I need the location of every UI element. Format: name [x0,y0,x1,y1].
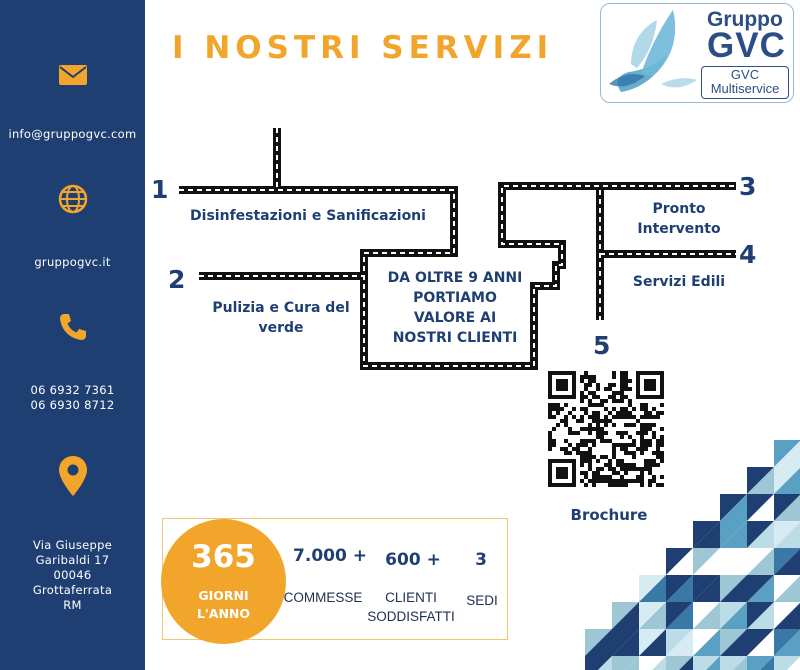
address-line-5: RM [63,598,82,612]
service-label-1 [182,206,434,226]
website-text[interactable]: gruppogvc.it [34,255,111,269]
logo-sub-2: Multiservice [710,81,780,96]
service-number-3: 3 [739,172,757,201]
phone-number-1[interactable]: 06 6932 7361 [30,383,115,397]
service-label-4-line-1: Servizi Edili [632,274,726,290]
service-number-1: 1 [151,175,169,204]
days-label [161,587,286,623]
stat-label-sedi [461,591,503,610]
logo-sub-1: GVC [730,67,760,82]
stat-value-clienti: 600 + [385,550,441,570]
service-label-4 [622,272,736,292]
stat-label-clienti-line-1: CLIENTI [385,590,437,605]
logo-line-2: GVC [707,26,786,65]
service-label-3-line-2: Intervento [637,221,721,237]
service-label-2-line-1: Pulizia e Cura del [212,300,350,316]
logo-line-1: Gruppo [707,8,783,31]
stat-label-sedi-line-1: SEDI [466,593,498,608]
service-label-2 [206,298,356,338]
service-label-3 [620,199,738,239]
service-label-3-line-1: Pronto [652,201,706,217]
service-number-5: 5 [593,331,611,360]
stat-label-clienti-line-2: SODDISFATTI [367,609,455,624]
stat-label-commesse-line-1: COMMESSE [283,590,363,605]
days-circle [161,519,286,644]
center-message-line-2: PORTIAMO [413,290,497,306]
brochure-label[interactable]: Brochure [570,506,648,524]
page-title: I NOSTRI SERVIZI [172,30,554,66]
center-message-line-4: NOSTRI CLIENTI [392,330,518,346]
address-line-1: Via Giuseppe [32,538,113,552]
center-message-line-1: DA OLTRE 9 ANNI [387,270,523,286]
service-label-2-line-2: verde [258,320,304,336]
service-label-1-line-1: Disinfestazioni e Sanificazioni [190,208,426,224]
service-number-4: 4 [739,240,757,269]
days-value: 365 [191,539,256,575]
address-line-3: 00046 [53,568,92,582]
stat-label-clienti [358,588,464,626]
service-number-2: 2 [168,265,186,294]
address-line-4: Grottaferrata [32,583,113,597]
stat-label-commesse [278,588,368,607]
center-message [376,268,534,348]
days-label-line-1: GIORNI [198,588,249,603]
triangle-pattern [585,440,800,670]
phone-number-2[interactable]: 06 6930 8712 [30,398,115,412]
stat-value-commesse: 7.000 + [293,546,367,566]
email-text[interactable]: info@gruppogvc.com [8,127,137,141]
stat-value-sedi: 3 [475,550,487,570]
days-label-line-2: L'ANNO [196,606,250,621]
center-message-line-3: VALORE AI [413,310,497,326]
address-line-2: Garibaldi 17 [35,553,110,567]
